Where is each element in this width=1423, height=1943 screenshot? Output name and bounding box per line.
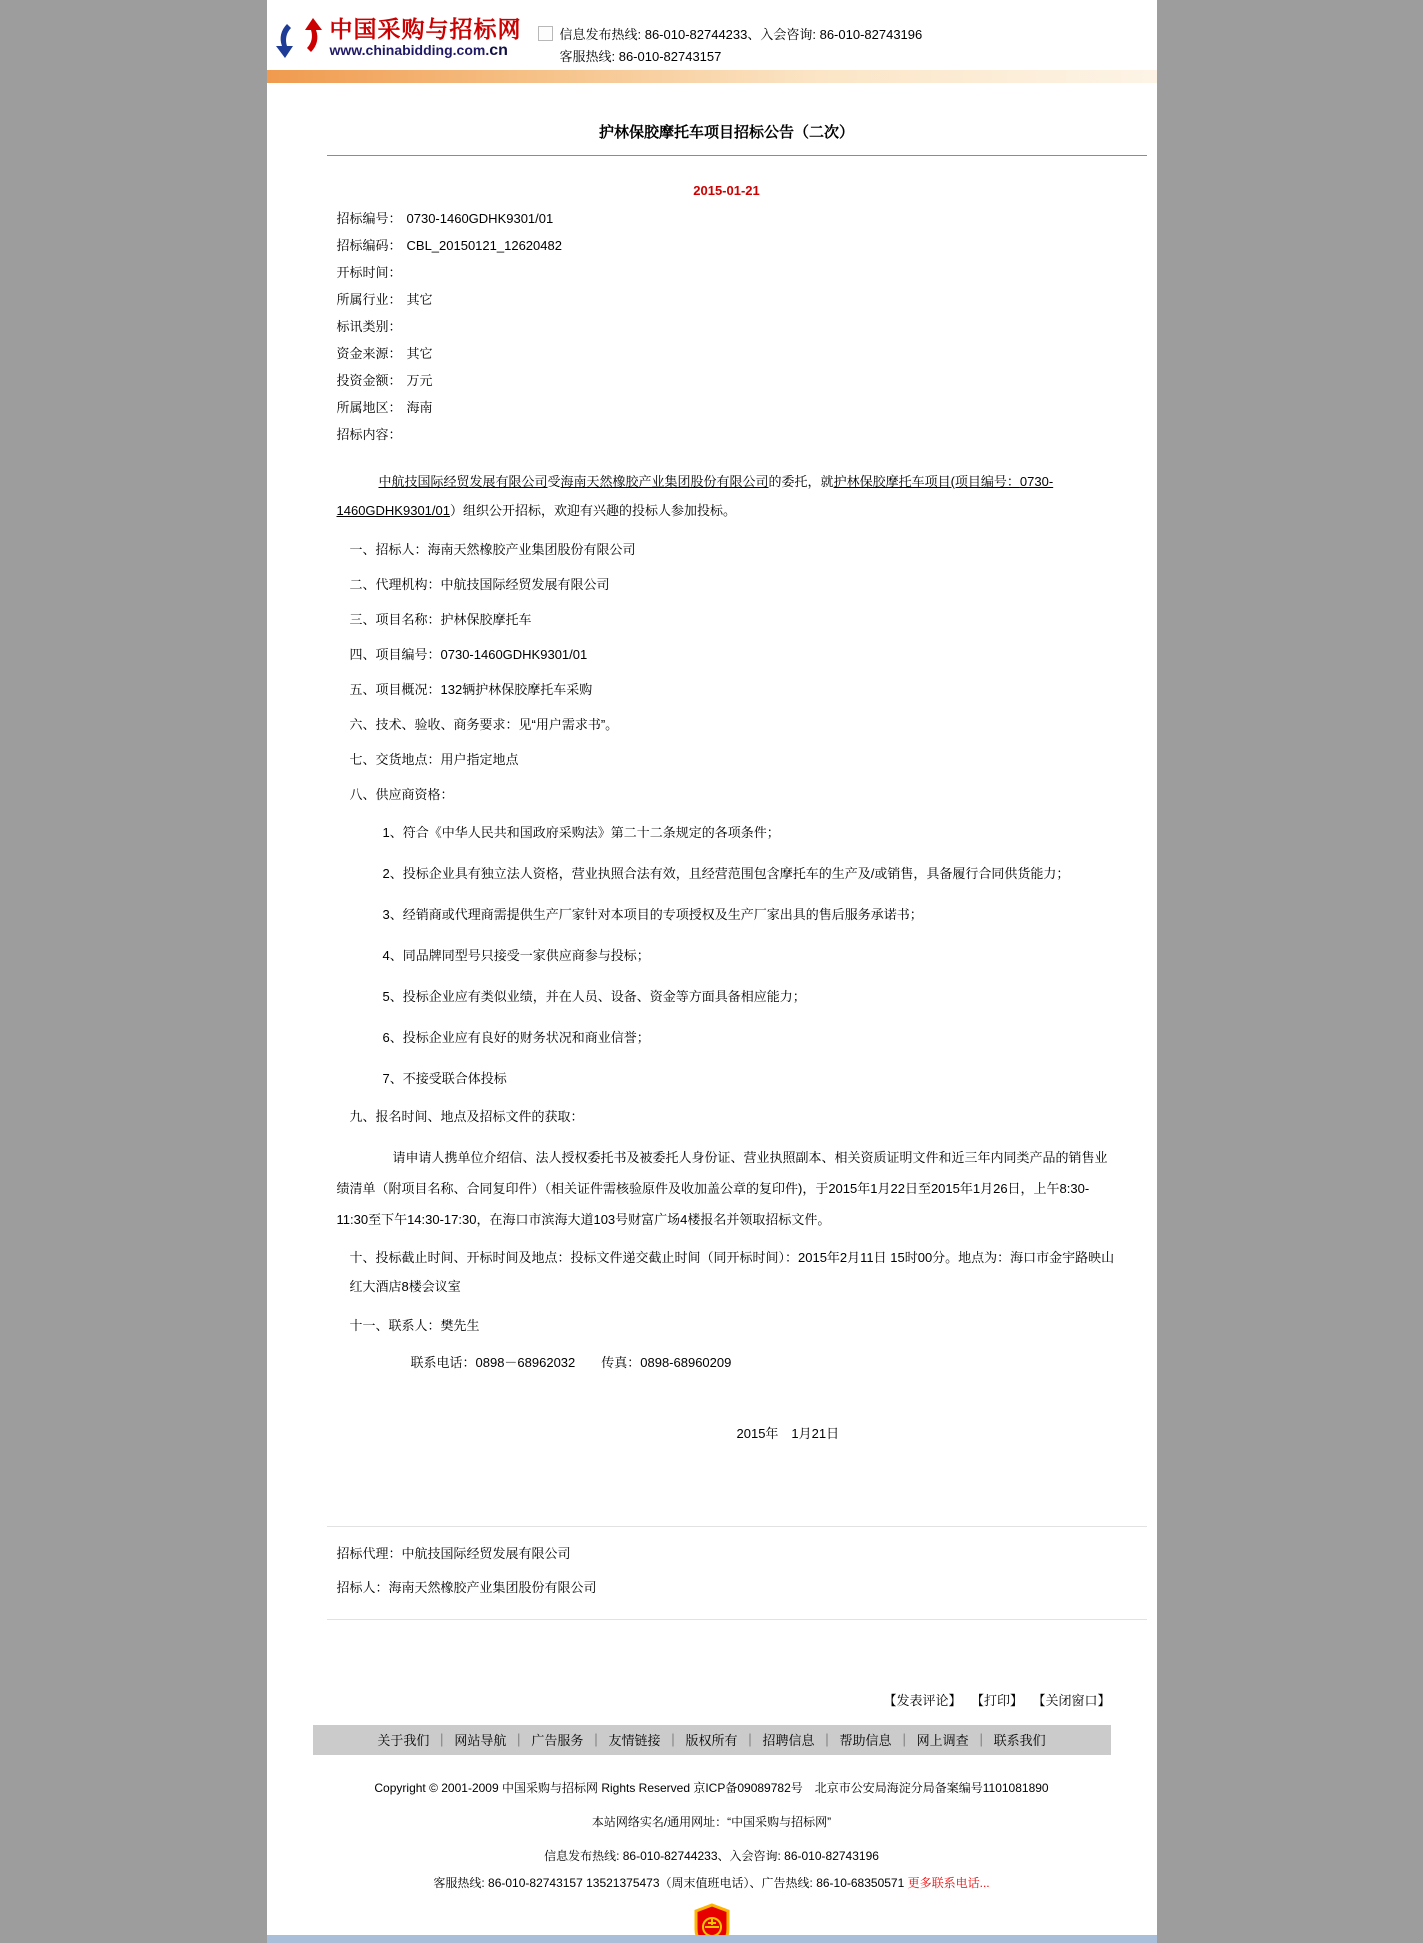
nav-separator: ｜: [897, 1733, 911, 1748]
sub-item-4: 4、同品牌同型号只接受一家供应商参与投标；: [382, 948, 650, 963]
list-item-4: 四、项目编号：0730-1460GDHK9301/01: [349, 647, 588, 662]
nav-separator: ｜: [743, 1733, 757, 1748]
sub-item-3: 3、经销商或代理商需提供生产厂家针对本项目的专项授权及生产厂家出具的售后服务承诺书；: [382, 907, 923, 922]
logo-swirl-icon: [273, 14, 325, 62]
nav-separator: ｜: [666, 1733, 680, 1748]
sub-item-1: 1、符合《中华人民共和国政府采购法》第二十二条规定的各项条件；: [382, 825, 780, 840]
field-label: 招标编码：: [336, 238, 402, 253]
field-label: 招标内容：: [336, 427, 402, 442]
nav-separator: ｜: [435, 1733, 449, 1748]
hotline-line-1: 信息发布热线: 86-010-82744233、入会咨询: 86-010-82743196: [559, 27, 923, 42]
list-item-8: 八、供应商资格：: [349, 787, 454, 802]
site-title: 中国采购与招标网: [329, 15, 522, 42]
footer-nav-item-ad-service[interactable]: 广告服务: [531, 1733, 584, 1748]
footer-nav: [313, 1725, 1111, 1755]
list-item-5: 五、项目概况：132辆护林保胶摩托车采购: [349, 682, 593, 697]
notice-body: [267, 121, 1157, 1709]
hotline-line-2: 客服热线: 86-010-82743157: [559, 49, 722, 64]
field-value: 0730-1460GDHK9301/01: [406, 211, 554, 226]
field-row-content: [337, 428, 1117, 441]
site-url-main: www.chinabidding.com.: [329, 41, 490, 58]
sub-item-7: 7、不接受联合体投标: [382, 1071, 507, 1086]
site-logo[interactable]: [273, 14, 522, 62]
field-value: 万元: [406, 373, 433, 388]
nav-separator: ｜: [974, 1733, 988, 1748]
field-label: 标讯类别：: [336, 319, 402, 334]
contact-phone-line: 联系电话：0898－68962032 传真：0898-68960209: [410, 1355, 732, 1370]
field-value: 其它: [406, 346, 433, 361]
list-item-6: 六、技术、验收、商务要求：见“用户需求书”。: [349, 717, 619, 732]
bottom-bar: [267, 1935, 1157, 1943]
hotline-text: [560, 24, 923, 68]
page: [267, 0, 1157, 1943]
intro-text: 的委托，就: [768, 474, 834, 489]
sign-divider-bottom: [327, 1619, 1147, 1620]
field-row-industry: [337, 293, 1117, 306]
nav-separator: ｜: [512, 1733, 526, 1748]
footer-nav-item-about-us[interactable]: 关于我们: [377, 1733, 430, 1748]
field-label: 所属行业：: [336, 292, 402, 307]
field-row-open-time: [337, 266, 1117, 279]
intro-text: 受: [547, 474, 561, 489]
footer-nav-item-friend-links[interactable]: 友情链接: [608, 1733, 661, 1748]
logo-text: [330, 17, 522, 60]
site-header: [267, 0, 1157, 70]
title-divider: [327, 155, 1147, 156]
intro-paragraph: [337, 467, 1117, 525]
sub-item-5: 5、投标企业应有类似业绩，并在人员、设备、资金等方面具备相应能力；: [382, 989, 806, 1004]
footer-hotline-2: [267, 1874, 1157, 1891]
field-row-tender-code: [337, 239, 1117, 252]
project-number-link[interactable]: 0730-1460GDHK9301/01: [336, 474, 1054, 518]
notice-date: 2015-01-21: [693, 183, 760, 198]
field-label: 招标编号：: [336, 211, 402, 226]
footer-nav-item-site-map[interactable]: 网站导航: [454, 1733, 507, 1748]
footer-nav-item-copyright[interactable]: 版权所有: [685, 1733, 738, 1748]
copyright-line: Copyright © 2001-2009 中国采购与招标网 Rights Reserved 京ICP备09089782号 北京市公安局海淀分局备案编号1101081890: [374, 1781, 1049, 1795]
close-window-button[interactable]: 【关闭窗口】: [1038, 1693, 1111, 1708]
notice-title: 护林保胶摩托车项目招标公告（二次）: [598, 124, 854, 141]
orange-divider: [267, 70, 1157, 83]
intro-text: ）组织公开招标，欢迎有兴趣的投标人参加投标。: [449, 503, 736, 518]
list-item-7: 七、交货地点：用户指定地点: [349, 752, 519, 767]
project-link[interactable]: 护林保胶摩托车项目(项目编号：: [833, 474, 1020, 489]
footer-hotline-2-text: 客服热线: 86-010-82743157 13521375473（周末值班电话）、广告热线: 86-10-68350571: [433, 1876, 908, 1890]
sub-item-6: 6、投标企业应有良好的财务状况和商业信誉；: [382, 1030, 650, 1045]
field-label: 投资金额：: [336, 373, 402, 388]
site-url: [330, 42, 522, 60]
list-item-9: 九、报名时间、地点及招标文件的获取：: [349, 1109, 584, 1124]
tenderee-line: 招标人：海南天然橡胶产业集团股份有限公司: [336, 1580, 597, 1595]
tenderee-link[interactable]: 海南天然橡胶产业集团股份有限公司: [560, 474, 769, 489]
nav-separator: ｜: [820, 1733, 834, 1748]
site-footer: [267, 1779, 1157, 1943]
field-value: 海南: [406, 400, 433, 415]
agent-line: 招标代理：中航技国际经贸发展有限公司: [336, 1546, 571, 1561]
site-name-line: 本站网络实名/通用网址：“中国采购与招标网”: [591, 1815, 832, 1829]
footer-nav-item-survey[interactable]: 网上调查: [916, 1733, 969, 1748]
comment-button[interactable]: 【发表评论】: [883, 1693, 962, 1708]
site-url-suffix: cn: [489, 41, 508, 59]
sign-date: 2015年 1月21日: [736, 1426, 840, 1441]
sign-divider-top: [327, 1526, 1147, 1527]
field-value: 其它: [406, 292, 433, 307]
footer-nav-item-help[interactable]: 帮助信息: [839, 1733, 892, 1748]
field-row-info-type: [337, 320, 1117, 333]
footer-hotline-1: 信息发布热线: 86-010-82744233、入会咨询: 86-010-82743196: [544, 1849, 879, 1863]
field-row-tender-no: [337, 212, 1117, 225]
nav-separator: ｜: [589, 1733, 603, 1748]
list-item-2: 二、代理机构：中航技国际经贸发展有限公司: [349, 577, 610, 592]
header-hotlines: [538, 14, 923, 68]
image-placeholder-icon: [538, 26, 553, 41]
more-contacts-link[interactable]: 更多联系电话...: [907, 1876, 990, 1890]
field-label: 资金来源：: [336, 346, 402, 361]
footer-nav-item-jobs[interactable]: 招聘信息: [762, 1733, 815, 1748]
field-label: 开标时间：: [336, 265, 402, 280]
tender-agent-link[interactable]: 中航技国际经贸发展有限公司: [378, 474, 548, 489]
sub-item-2: 2、投标企业具有独立法人资格，营业执照合法有效，且经营范围包含摩托车的生产及/或销售，具备履行合同供货能力；: [382, 866, 1070, 881]
action-buttons: [337, 1690, 1117, 1709]
apply-paragraph: 请申请人携单位介绍信、法人授权委托书及被委托人身份证、营业执照副本、相关资质证明文件和近三年内同类产品的销售业绩清单（附项目名称、合同复印件）（相关证件需核验原件及收加盖公章的复印件)，于2015年1月22日至2015年1月26日，上午8:30-11:30至下午14:30-17:30，在海口市滨海大道103号财富广场4楼报名并领取招标文件。: [336, 1150, 1108, 1227]
print-button[interactable]: 【打印】: [977, 1693, 1023, 1708]
field-row-invest-amount: [337, 374, 1117, 387]
list-item-3: 三、项目名称：护林保胶摩托车: [349, 612, 532, 627]
list-item-11: 十一、联系人：樊先生: [349, 1318, 480, 1333]
list-item-10: 十、投标截止时间、开标时间及地点：投标文件递交截止时间（同开标时间）：2015年2月11日 15时00分。地点为：海口市金宇路映山红大酒店8楼会议室: [349, 1250, 1115, 1294]
footer-nav-item-contact-us[interactable]: 联系我们: [993, 1733, 1046, 1748]
field-row-fund-source: [337, 347, 1117, 360]
field-label: 所属地区：: [336, 400, 402, 415]
field-row-region: [337, 401, 1117, 414]
list-item-1: 一、招标人：海南天然橡胶产业集团股份有限公司: [349, 542, 636, 557]
field-value: CBL_20150121_12620482: [406, 238, 562, 253]
